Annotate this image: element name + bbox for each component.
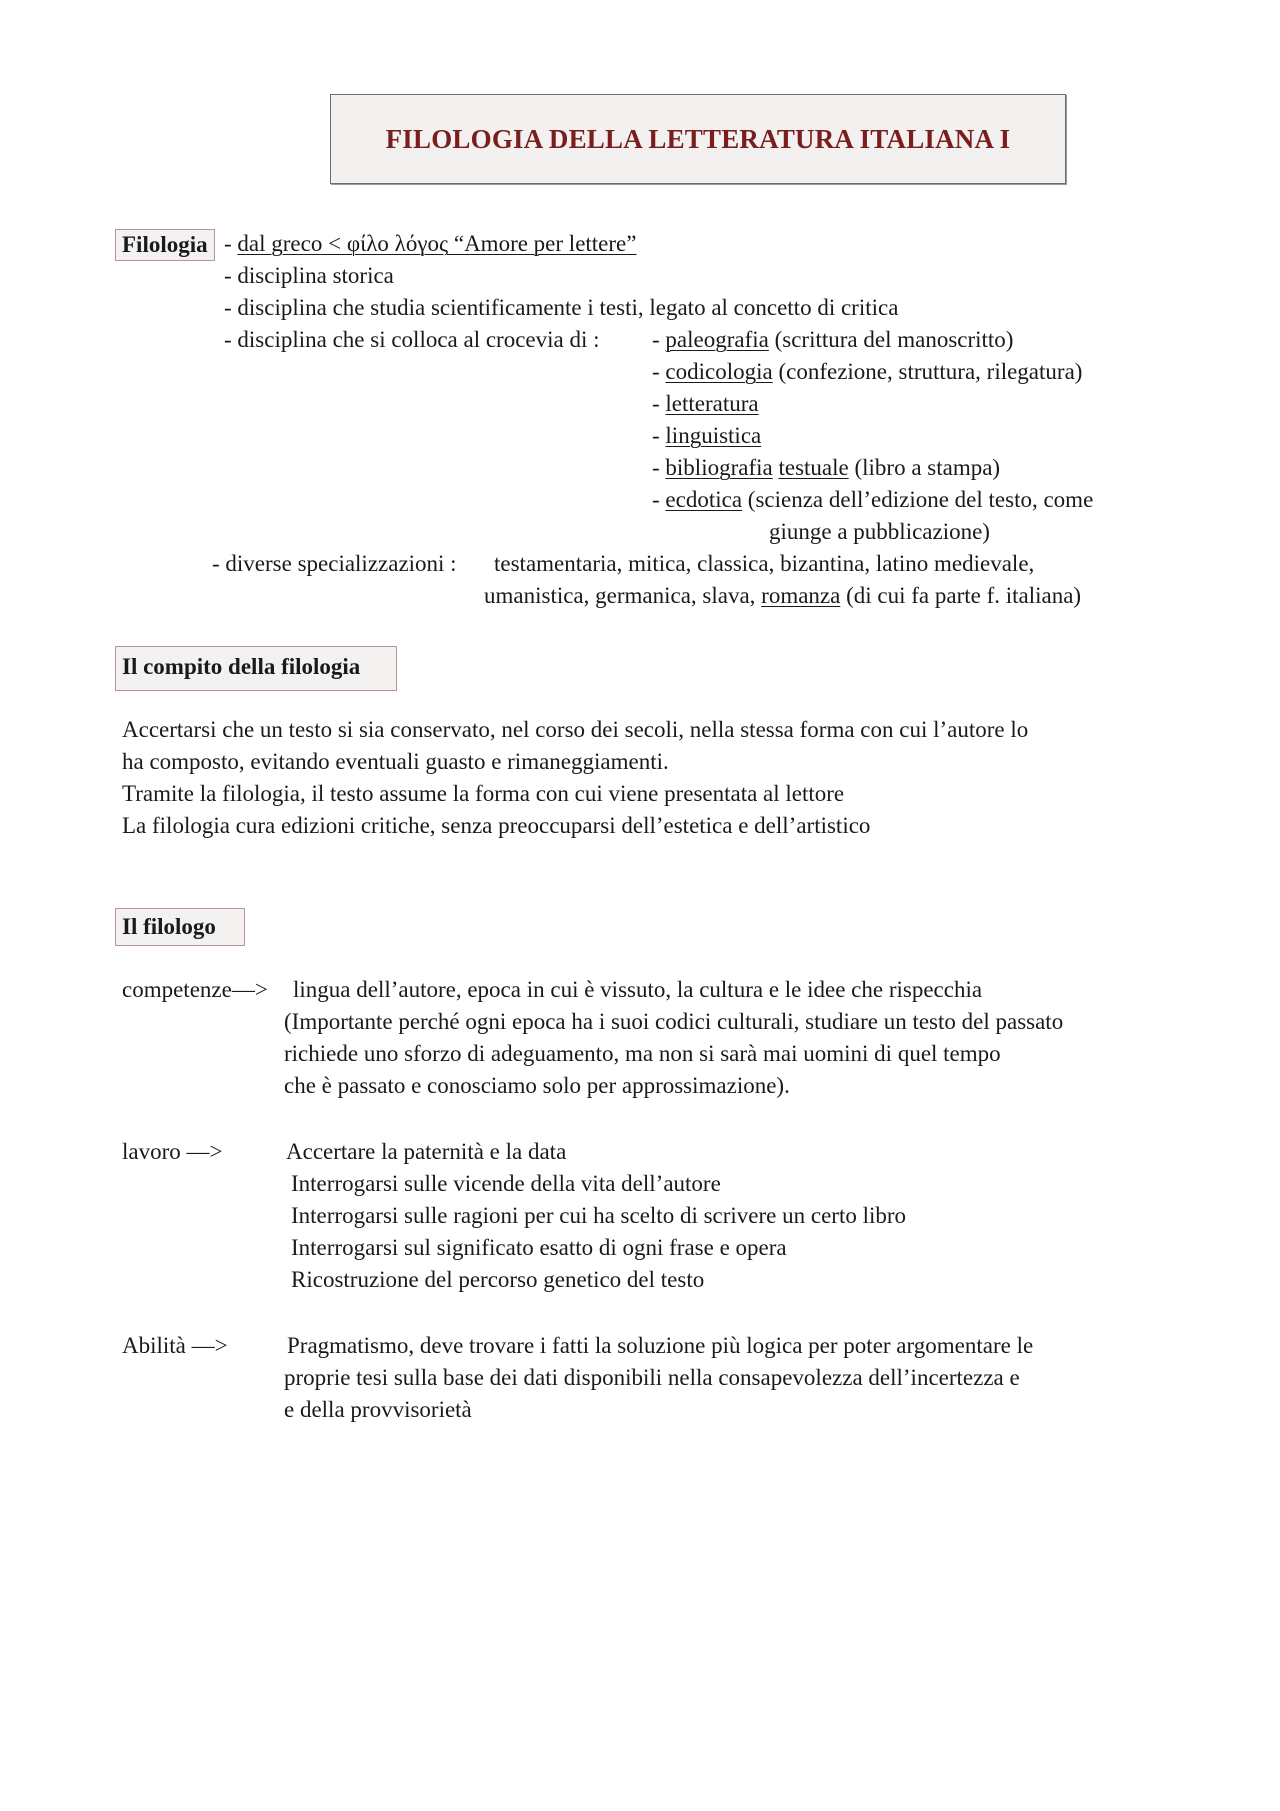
compito-heading-box (115, 646, 397, 691)
filologo-heading: Il filologo (122, 914, 216, 939)
compito-line-1: Accertarsi che un testo si sia conservato, nel corso dei secoli, nella stessa forma con cui l’autore lo (122, 717, 1029, 742)
crossroads-note: (scrittura del manoscritto) (768, 327, 1014, 352)
crossroads-term: ecdotica (665, 487, 743, 512)
crossroads-term: letteratura (665, 391, 759, 416)
lavoro-label: lavoro —> (122, 1139, 223, 1164)
filologo-heading-box (115, 908, 245, 946)
document-title-box (330, 94, 1066, 184)
crossroads-item-bibliografia: - bibliografia testuale (libro a stampa) (652, 455, 1001, 480)
compito-heading: Il compito della filologia (122, 654, 361, 679)
crossroads-item-paleografia: - paleografia (scrittura del manoscritto) (652, 327, 1014, 352)
filologia-etymology: dal greco < φίλο λόγος “Amore per lettere” (237, 231, 637, 256)
document-title: FILOLOGIA DELLA LETTERATURA ITALIANA I (385, 123, 1011, 154)
crossroads-item-ecdotica: - ecdotica (scienza dell’edizione del testo, come (652, 487, 1094, 512)
filologia-line-3: - disciplina che si colloca al crocevia di : (224, 327, 600, 352)
abilita-line-1: Pragmatismo, deve trovare i fatti la soluzione più logica per poter argomentare le (287, 1333, 1034, 1358)
crossroads-term-2: testuale (778, 455, 849, 480)
filologia-label-box (115, 229, 215, 261)
crossroads-item-linguistica: - linguistica (652, 423, 762, 448)
crossroads-term: linguistica (665, 423, 762, 448)
compito-line-4: La filologia cura edizioni critiche, senza preoccuparsi dell’estetica e dell’artistico (122, 813, 871, 838)
filologia-line-2: - disciplina che studia scientificamente i testi, legato al concetto di critica (224, 295, 899, 320)
crossroads-item-codicologia: - codicologia (confezione, struttura, rilegatura) (652, 359, 1083, 384)
compito-line-3: Tramite la filologia, il testo assume la forma con cui viene presentata al lettore (122, 781, 845, 806)
crossroads-note: (libro a stampa) (848, 455, 1001, 480)
competenze-line-1: lingua dell’autore, epoca in cui è vissuto, la cultura e le idee che rispecchia (293, 977, 983, 1002)
competenze-line-3: richiede uno sforzo di adeguamento, ma non si sarà mai uomini di quel tempo (284, 1041, 1001, 1066)
lavoro-line-3: Interrogarsi sulle ragioni per cui ha scelto di scrivere un certo libro (291, 1203, 907, 1228)
lavoro-line-5: Ricostruzione del percorso genetico del testo (291, 1267, 705, 1292)
specializations-note: (di cui fa parte f. italiana) (840, 583, 1082, 608)
lavoro-line-2: Interrogarsi sulle vicende della vita dell’autore (291, 1171, 721, 1196)
compito-line-2: ha composto, evitando eventuali guasto e rimaneggiamenti. (122, 749, 669, 774)
competenze-line-4: che è passato e conosciamo solo per approssimazione). (284, 1073, 790, 1098)
competenze-line-2: (Importante perché ogni epoca ha i suoi codici culturali, studiare un testo del passato (284, 1009, 1064, 1034)
filologia-line-1: - disciplina storica (224, 263, 394, 288)
abilita-label: Abilità —> (122, 1333, 228, 1358)
dash: - (224, 231, 238, 256)
specializations-text: umanistica, germanica, slava, (484, 583, 756, 608)
ecdotica-continuation: giunge a pubblicazione) (769, 519, 990, 544)
crossroads-term: paleografia (665, 327, 769, 352)
lavoro-line-1: Accertare la paternità e la data (286, 1139, 567, 1164)
crossroads-term: bibliografia (665, 455, 773, 480)
crossroads-note: (scienza dell’edizione del testo, come (742, 487, 1094, 512)
crossroads-term: codicologia (665, 359, 773, 384)
abilita-line-2: proprie tesi sulla base dei dati disponibili nella consapevolezza dell’incertezza e (284, 1365, 1020, 1390)
crossroads-note: (confezione, struttura, rilegatura) (772, 359, 1083, 384)
crossroads-item-letteratura: - letteratura (652, 391, 759, 416)
abilita-line-3: e della provvisorietà (284, 1397, 472, 1422)
lavoro-line-4: Interrogarsi sul significato esatto di ogni frase e opera (291, 1235, 787, 1260)
specializations-line-1: testamentaria, mitica, classica, bizantina, latino medievale, (494, 551, 1035, 576)
competenze-label: competenze—> (122, 977, 268, 1002)
specializations-romanza: romanza (761, 583, 841, 608)
specializations-label: - diverse specializzazioni : (212, 551, 457, 576)
filologia-label: Filologia (122, 232, 208, 257)
filologia-etymology-line (224, 230, 636, 258)
specializations-line-2 (484, 582, 1081, 610)
